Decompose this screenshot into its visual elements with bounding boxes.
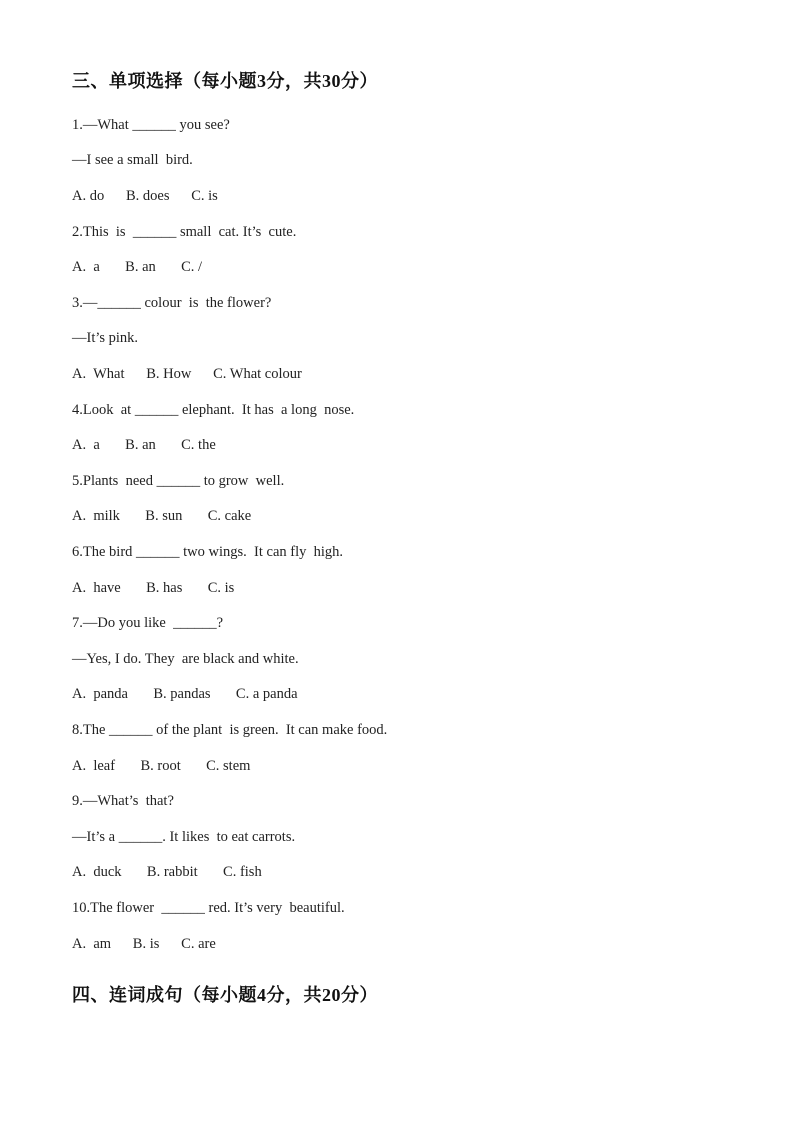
section-title-sentence-ordering: 四、连词成句（每小题4分，共20分） [72,985,378,1005]
question-3-answer-line: —It’s pink. [72,330,139,346]
question-1-options: A. do B. does C. is [72,188,218,204]
question-3-prompt: 3.—______ colour is the flower? [72,295,272,311]
question-4-prompt: 4.Look at ______ elephant. It has a long nose. [72,402,355,418]
question-1-prompt: 1.—What ______ you see? [72,117,230,133]
question-7-answer-line: —Yes, I do. They are black and white. [72,651,299,667]
question-5-prompt: 5.Plants need ______ to grow well. [72,473,285,489]
question-10-prompt: 10.The flower ______ red. It’s very beautiful. [72,900,345,916]
question-8-prompt: 8.The ______ of the plant is green. It can make food. [72,722,388,738]
question-6-prompt: 6.The bird ______ two wings. It can fly high. [72,544,344,560]
question-3-options: A. What B. How C. What colour [72,366,302,382]
question-1-answer-line: —I see a small bird. [72,152,193,168]
question-6-options: A. have B. has C. is [72,580,235,596]
question-9-options: A. duck B. rabbit C. fish [72,864,262,880]
question-7-options: A. panda B. pandas C. a panda [72,686,298,702]
question-5-options: A. milk B. sun C. cake [72,508,252,524]
question-9-answer-line: —It’s a ______. It likes to eat carrots. [72,829,296,845]
question-10-options: A. am B. is C. are [72,936,216,952]
question-4-options: A. a B. an C. the [72,437,216,453]
question-9-prompt: 9.—What’s that? [72,793,174,809]
section-title-single-choice: 三、单项选择（每小题3分，共30分） [72,71,378,91]
question-2-options: A. a B. an C. / [72,259,203,275]
question-7-prompt: 7.—Do you like ______? [72,615,224,631]
question-2-prompt: 2.This is ______ small cat. It’s cute. [72,224,297,240]
question-8-options: A. leaf B. root C. stem [72,758,251,774]
